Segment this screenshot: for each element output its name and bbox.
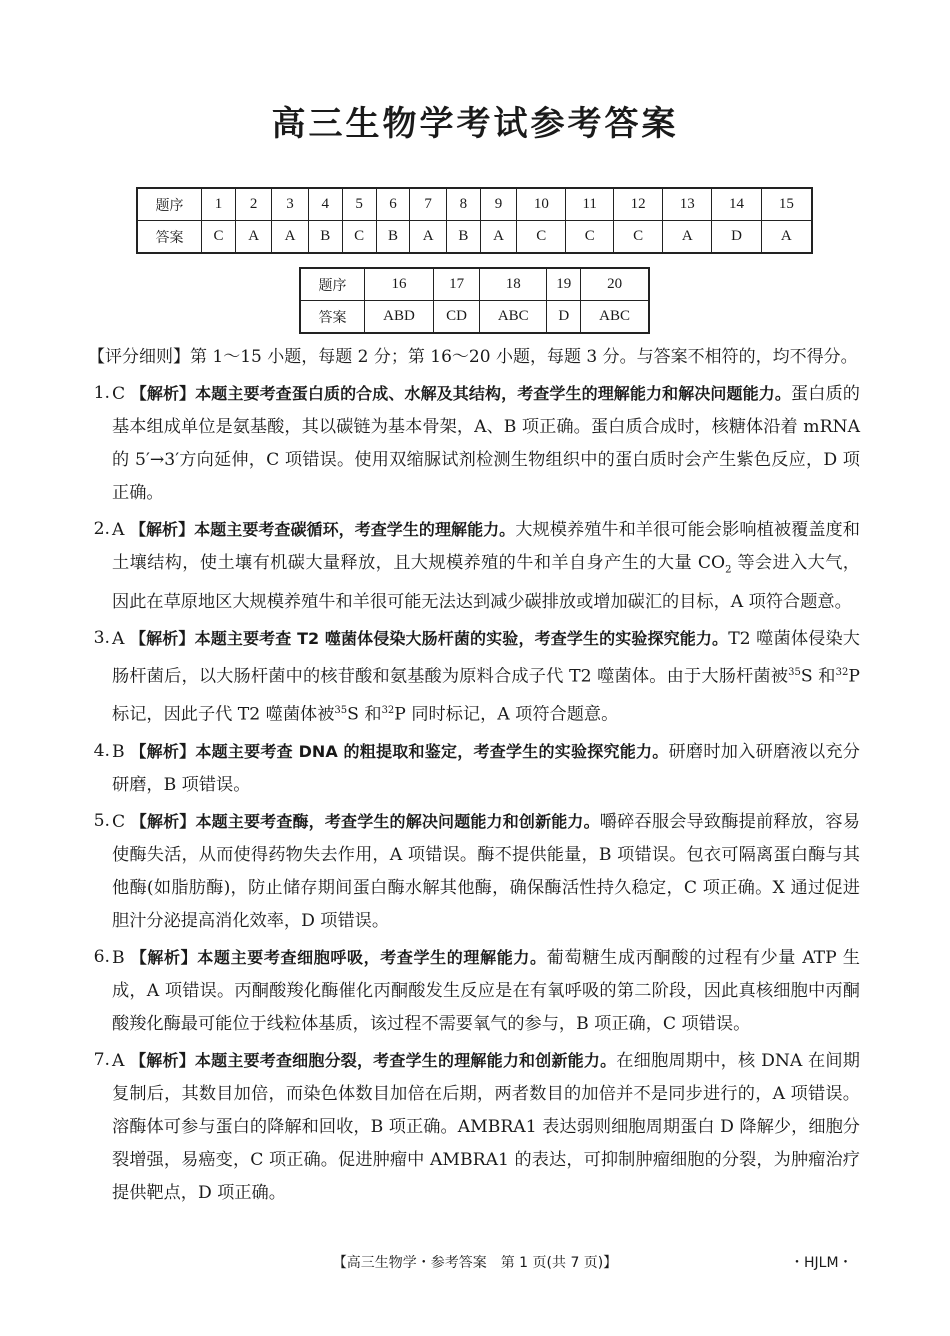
list-item xyxy=(88,735,860,802)
item-number: 7. xyxy=(93,1049,110,1070)
answer-table-2 xyxy=(299,267,650,334)
item-text: P 标记，因此子代 T2 噬菌体被 xyxy=(112,667,860,725)
item-number: 3. xyxy=(93,628,110,649)
table-row xyxy=(137,221,812,254)
analysis-tag: 【解析】 xyxy=(129,520,195,539)
question-number-cell: 3 xyxy=(272,188,308,221)
page-title: 高三生物学考试参考答案 xyxy=(271,104,679,144)
item-answer: A xyxy=(112,1050,125,1071)
item-answer: C xyxy=(112,811,126,832)
row-header-answer: 答案 xyxy=(137,221,202,254)
question-number-cell: 18 xyxy=(480,268,547,301)
question-number-cell: 12 xyxy=(613,188,662,221)
item-focus: 本题主要考查蛋白质的合成、水解及其结构，考查学生的理解能力和解决问题能力。 xyxy=(195,384,791,403)
item-text: 研磨时加入研磨液以充分研磨，B 项错误。 xyxy=(112,741,860,795)
question-number-cell: 13 xyxy=(663,188,712,221)
answer-cell: B xyxy=(446,221,480,254)
answer-cell: D xyxy=(712,221,761,254)
item-text: 大规模养殖牛和羊很可能会影响植被覆盖度和土壤结构，使土壤有机碳大量释放，且大规模养殖的牛和羊自身产生的大量 CO xyxy=(112,520,860,573)
analysis-tag: 【解析】 xyxy=(130,947,198,967)
item-text: 蛋白质的基本组成单位是氨基酸，其以碳链为基本骨架，A、B 项正确。蛋白质合成时，核糖体沿着 mRNA 的 5′→3′方向延伸，C 项错误。使用双缩脲试剂检测生物组织中的蛋白质时会产生紫色反应，D 项正确。 xyxy=(112,384,860,503)
question-number-cell: 15 xyxy=(761,188,812,221)
list-item xyxy=(88,513,860,619)
list-item xyxy=(88,377,860,510)
superscript: 32 xyxy=(381,705,395,717)
row-header-seq: 题序 xyxy=(300,268,365,301)
answer-cell: ABD xyxy=(365,301,434,334)
answer-cell: ABC xyxy=(581,301,649,334)
item-text: T2 噬菌体侵染大肠杆菌后，以大肠杆菌中的核苷酸和氨基酸为原料合成子代 T2 噬菌体。由于大肠杆菌被 xyxy=(112,629,860,688)
item-number: 4. xyxy=(93,740,110,761)
item-text: P 同时标记，A 项符合题意。 xyxy=(394,704,619,725)
answer-cell: CD xyxy=(434,301,480,334)
answer-cell: A xyxy=(235,221,271,254)
answer-cell: C xyxy=(202,221,236,254)
answer-table-1 xyxy=(136,187,813,254)
question-number-cell: 1 xyxy=(202,188,236,221)
question-number-cell: 2 xyxy=(235,188,271,221)
footer-code: ・HJLM・ xyxy=(790,1255,853,1271)
item-answer: A xyxy=(112,629,125,650)
item-focus: 本题主要考查细胞分裂，考查学生的理解能力和创新能力。 xyxy=(194,1050,617,1070)
list-item xyxy=(88,622,860,731)
table-row xyxy=(300,301,649,334)
answer-cell: A xyxy=(272,221,308,254)
answer-cell: ABC xyxy=(480,301,547,334)
item-focus: 本题主要考查 DNA 的粗提取和鉴定，考查学生的实验探究能力。 xyxy=(195,741,669,761)
question-number-cell: 16 xyxy=(365,268,434,301)
question-number-cell: 4 xyxy=(308,188,342,221)
answer-cell: A xyxy=(480,221,516,254)
analysis-tag: 【解析】 xyxy=(130,741,196,761)
superscript: 35 xyxy=(788,667,801,679)
item-focus: 本题主要考查 T2 噬菌体侵染大肠杆菌的实验，考查学生的实验探究能力。 xyxy=(194,629,729,649)
analysis-tag: 【解析】 xyxy=(130,811,196,831)
item-number: 5. xyxy=(93,810,110,831)
question-number-cell: 17 xyxy=(434,268,480,301)
item-number: 2. xyxy=(93,519,110,539)
item-answer: B xyxy=(112,947,125,968)
answer-cell: A xyxy=(761,221,812,254)
item-focus: 本题主要考查酶，考查学生的解决问题能力和创新能力。 xyxy=(195,811,600,831)
item-text: S 和 xyxy=(800,667,836,688)
item-focus: 本题主要考查细胞呼吸，考查学生的理解能力。 xyxy=(197,947,547,967)
item-text: 嚼碎吞服会导致酶提前释放，容易使酶失活，从而使得药物失去作用，A 项错误。酶不提供能量，B 项错误。包衣可隔离蛋白酶与其他酶(如脂肪酶)，防止储存期间蛋白酶水解其他酶，确保酶活性持久稳定，C 项正确。X 通过促进胆汁分泌提高消化效率，D 项错误。 xyxy=(112,811,860,931)
list-item xyxy=(88,941,860,1041)
row-header-seq: 题序 xyxy=(137,188,202,221)
answer-cell: A xyxy=(663,221,712,254)
question-number-cell: 5 xyxy=(342,188,376,221)
superscript: 32 xyxy=(835,667,849,679)
question-number-cell: 9 xyxy=(480,188,516,221)
footer-page-info: 【高三生物学・参考答案 第 1 页(共 7 页)】 xyxy=(332,1255,618,1271)
item-text: S 和 xyxy=(347,704,382,725)
answer-cell: A xyxy=(410,221,446,254)
question-number-cell: 19 xyxy=(547,268,581,301)
question-number-cell: 20 xyxy=(581,268,649,301)
item-number: 6. xyxy=(93,946,110,967)
list-item xyxy=(88,1044,860,1210)
question-number-cell: 14 xyxy=(712,188,761,221)
answer-cell: C xyxy=(613,221,662,254)
item-text: 葡萄糖生成丙酮酸的过程有少量 ATP 生成，A 项错误。丙酮酸羧化酶催化丙酮酸发生反应是在有氧呼吸的第二阶段，因此真核细胞中丙酮酸羧化酶最可能位于线粒体基质，该过程不需要氧气的参与，B 项正确，C 项错误。 xyxy=(112,947,860,1034)
table-row xyxy=(300,268,649,301)
item-text: 等会进入大气，因此在草原地区大规模养殖牛和羊很可能无法达到减少碳排放或增加碳汇的目标，A 项符合题意。 xyxy=(112,553,860,613)
analysis-tag: 【解析】 xyxy=(130,1050,195,1070)
list-item xyxy=(88,805,860,938)
analysis-tag: 【解析】 xyxy=(130,629,195,649)
item-number: 1. xyxy=(93,383,110,403)
answer-cell: B xyxy=(376,221,410,254)
row-header-answer: 答案 xyxy=(300,301,365,334)
subscript: 2 xyxy=(725,564,732,576)
scoring-rule: 【评分细则】第 1～15 小题，每题 2 分；第 16～20 小题，每题 3 分。与答案不相符的，均不得分。 xyxy=(88,347,858,367)
analysis-tag: 【解析】 xyxy=(130,384,196,403)
explanation-list xyxy=(88,377,860,1213)
question-number-cell: 10 xyxy=(517,188,566,221)
question-number-cell: 11 xyxy=(566,188,614,221)
answer-cell: D xyxy=(547,301,581,334)
item-answer: B xyxy=(112,741,125,762)
question-number-cell: 8 xyxy=(446,188,480,221)
answer-cell: C xyxy=(342,221,376,254)
item-answer: C xyxy=(112,384,126,404)
item-focus: 本题主要考查碳循环，考查学生的理解能力。 xyxy=(194,520,516,539)
item-answer: A xyxy=(112,520,125,540)
answer-cell: C xyxy=(566,221,614,254)
question-number-cell: 7 xyxy=(410,188,446,221)
question-number-cell: 6 xyxy=(376,188,410,221)
item-text: 在细胞周期中，核 DNA 在间期复制后，其数目加倍，而染色体数目加倍在后期，两者数目的加倍并不是同步进行的，A 项错误。溶酶体可参与蛋白的降解和回收，B 项正确。AMBRA1 表达弱则细胞周期蛋白 D 降解少，细胞分裂增强，易癌变，C 项正确。促进肿瘤中 AMBRA1 的表达，可抑制肿瘤细胞的分裂，为肿瘤治疗提供靶点，D 项正确。 xyxy=(112,1050,860,1203)
table-row xyxy=(137,188,812,221)
superscript: 35 xyxy=(334,705,348,717)
answer-cell: B xyxy=(308,221,342,254)
answer-cell: C xyxy=(517,221,566,254)
